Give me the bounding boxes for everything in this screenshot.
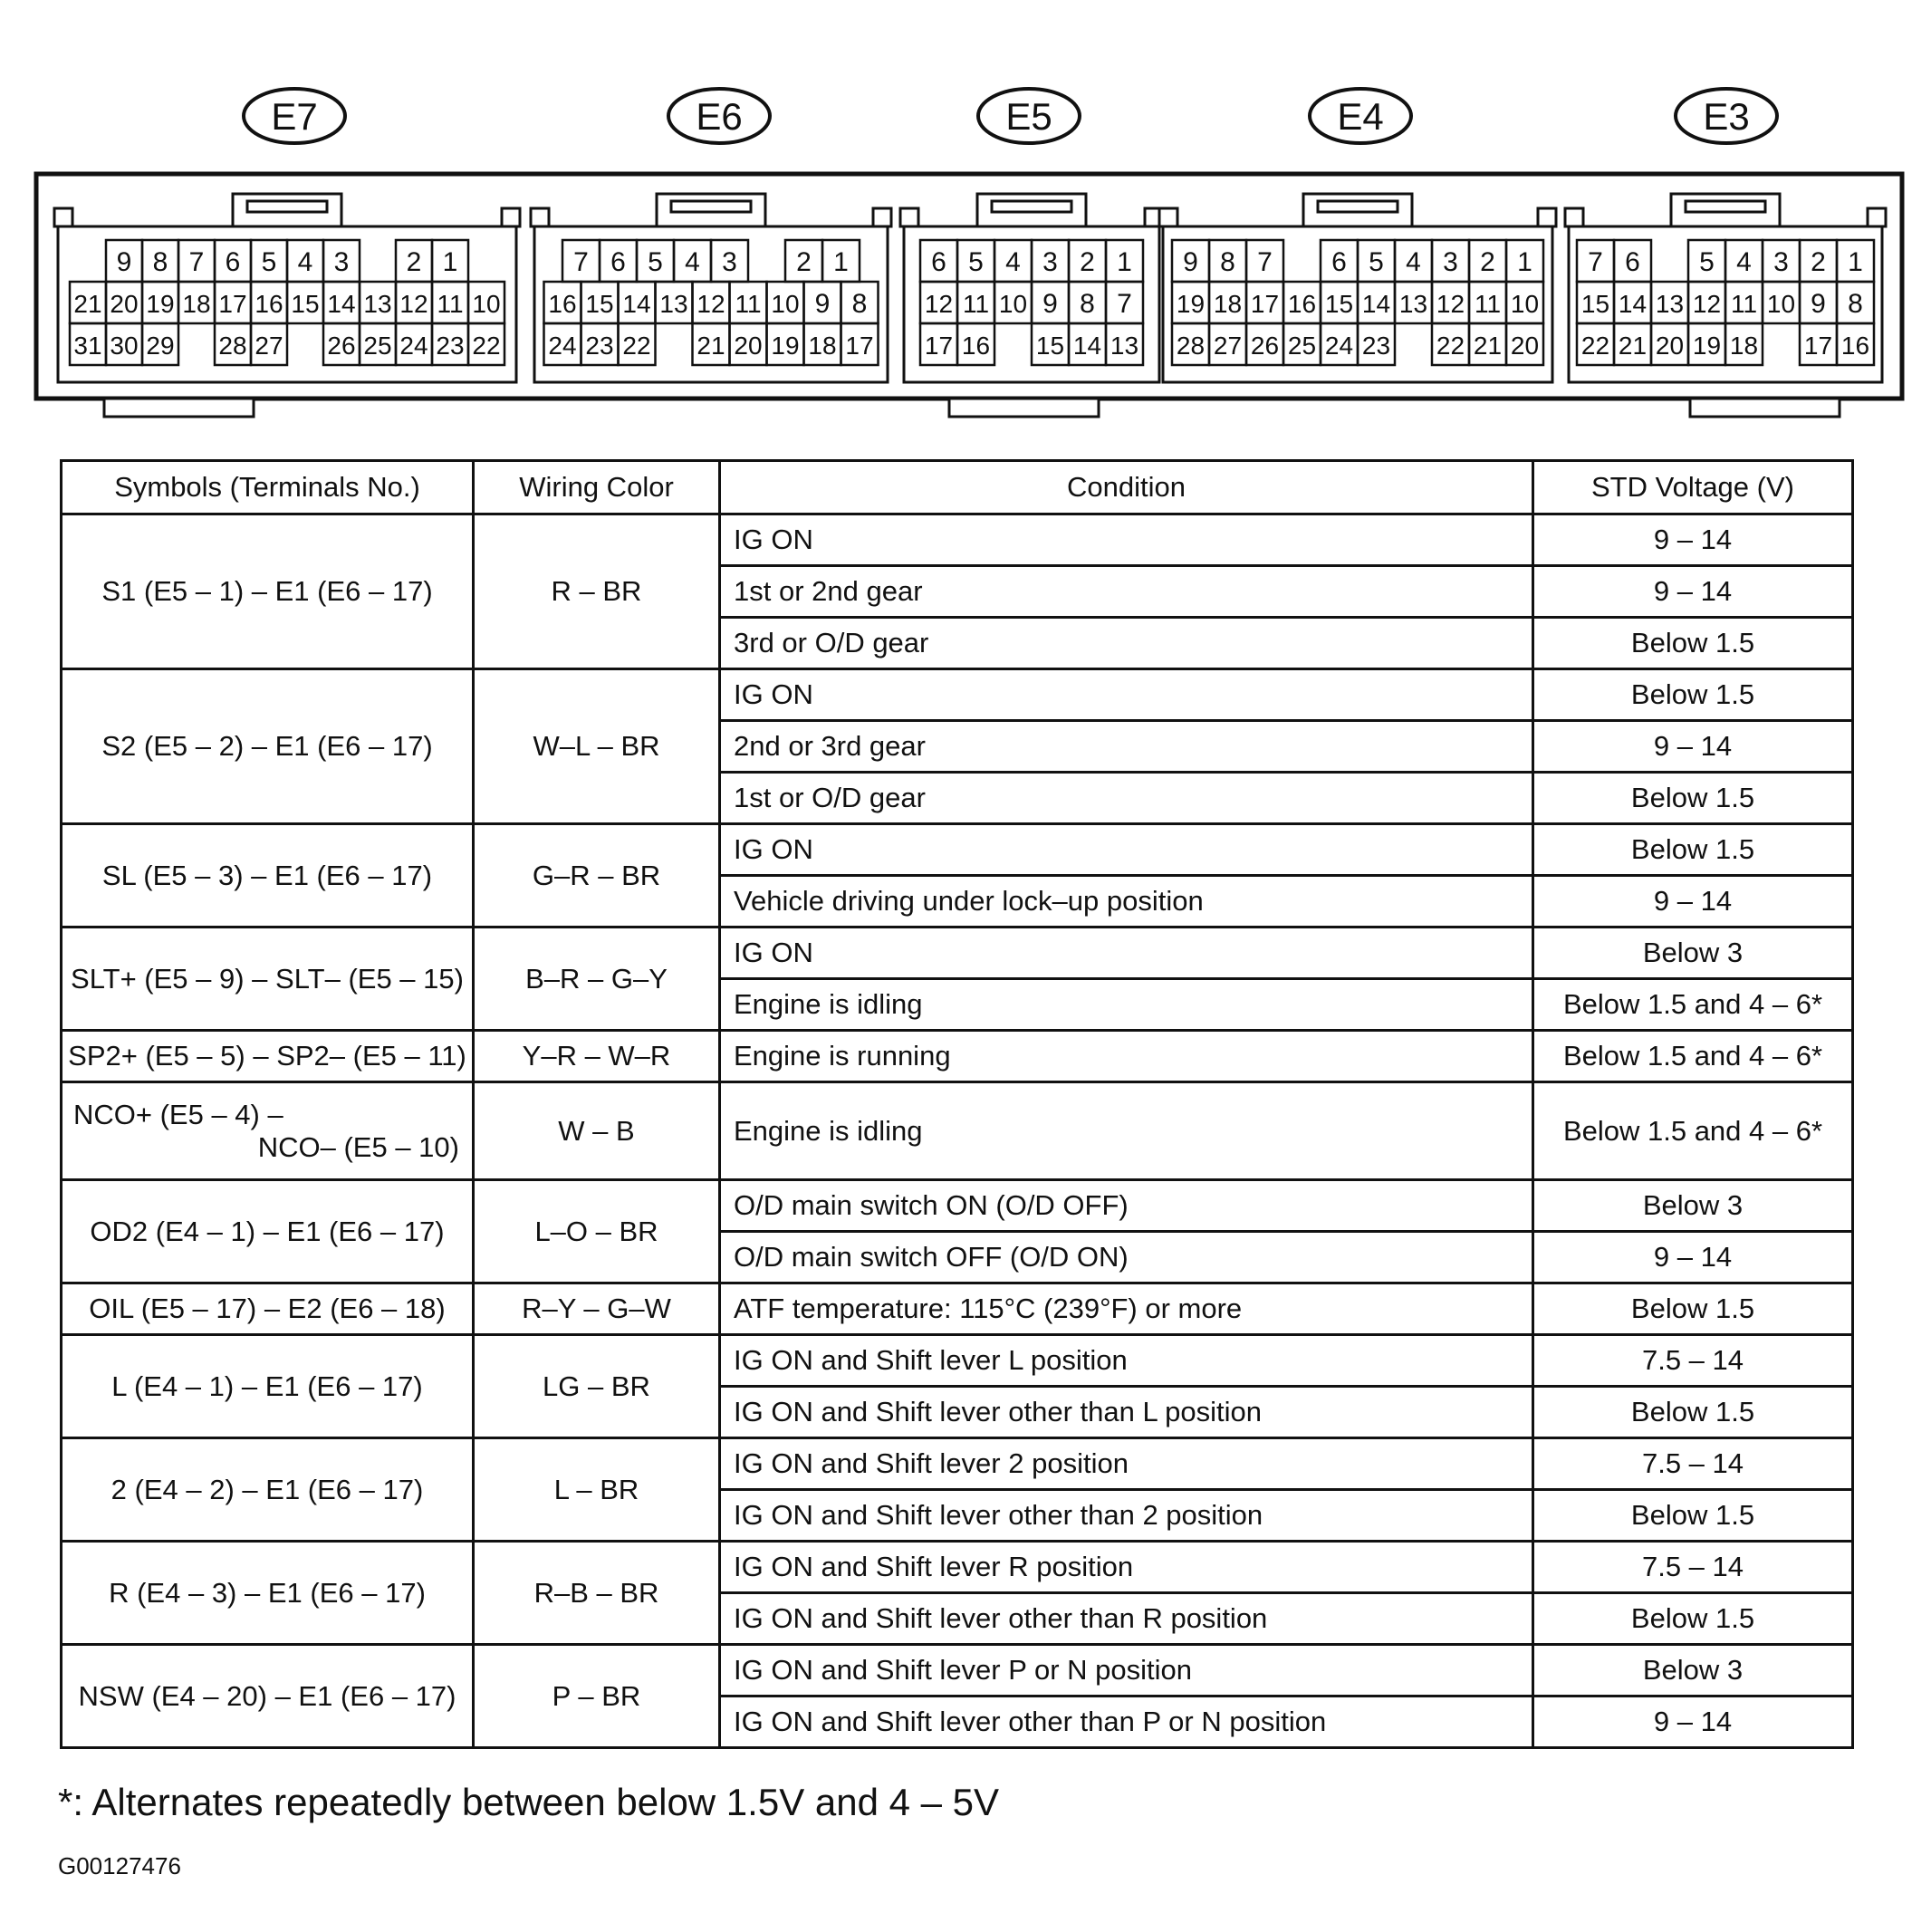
terminal-number: 12 — [399, 290, 428, 318]
terminal-number: 13 — [1655, 290, 1685, 318]
figure-id: G00127476 — [58, 1852, 181, 1879]
condition-cell: 2nd or 3rd gear — [720, 721, 1533, 773]
voltage-cell: Below 3 — [1533, 1180, 1853, 1232]
voltage-cell: Below 1.5 — [1533, 1283, 1853, 1335]
symbol-two-line — [62, 1099, 472, 1163]
terminal-number: 20 — [1510, 332, 1540, 360]
terminal-number: 27 — [255, 332, 283, 360]
terminal-number: 24 — [399, 332, 428, 360]
terminal-number: 1 — [1117, 247, 1132, 277]
connector-label: E5 — [1005, 95, 1052, 138]
connector-peg — [900, 208, 918, 226]
table-row — [62, 1335, 1853, 1387]
connector-peg — [1565, 208, 1583, 226]
terminal-number: 17 — [1250, 290, 1280, 318]
symbol-cell: OD2 (E4 – 1) – E1 (E6 – 17) — [62, 1180, 474, 1283]
wiring-color-cell: B–R – G–Y — [474, 928, 720, 1031]
terminal-number: 22 — [622, 332, 651, 360]
voltage-cell: Below 1.5 — [1533, 773, 1853, 824]
condition-cell: IG ON — [720, 514, 1533, 566]
terminal-number: 5 — [261, 247, 277, 277]
terminal-number: 3 — [1443, 247, 1458, 277]
terminal-number: 9 — [1042, 289, 1058, 319]
terminal-number: 4 — [1736, 247, 1752, 277]
terminal-number: 1 — [1848, 247, 1863, 277]
terminal-number: 6 — [931, 247, 946, 277]
voltage-cell: Below 3 — [1533, 928, 1853, 979]
terminal-number: 21 — [1618, 332, 1648, 360]
terminal-number: 21 — [1473, 332, 1503, 360]
terminal-number: 11 — [437, 290, 464, 318]
condition-cell: IG ON and Shift lever other than 2 position — [720, 1490, 1533, 1542]
terminal-number: 6 — [1625, 247, 1640, 277]
terminal-number: 31 — [73, 332, 102, 360]
terminal-number: 20 — [1655, 332, 1685, 360]
wiring-color-cell: R–B – BR — [474, 1542, 720, 1645]
terminal-number: 10 — [472, 290, 501, 318]
voltage-cell: 9 – 14 — [1533, 1232, 1853, 1283]
terminal-number: 25 — [363, 332, 392, 360]
symbol-cell: S2 (E5 – 2) – E1 (E6 – 17) — [62, 669, 474, 824]
terminal-number: 13 — [1110, 332, 1139, 360]
connector-label: E7 — [271, 95, 318, 138]
header-wiring-color: Wiring Color — [474, 461, 720, 514]
terminal-voltage-table — [60, 459, 1854, 1749]
terminal-number: 2 — [1080, 247, 1095, 277]
terminal-number: 5 — [968, 247, 984, 277]
voltage-cell: Below 1.5 and 4 – 6* — [1533, 1031, 1853, 1082]
terminal-number: 26 — [327, 332, 356, 360]
table-row — [62, 1542, 1853, 1593]
condition-cell: IG ON and Shift lever other than R position — [720, 1593, 1533, 1645]
table-row — [62, 1031, 1853, 1082]
terminal-number: 18 — [182, 290, 211, 318]
voltage-cell: Below 1.5 — [1533, 1490, 1853, 1542]
header-symbols: Symbols (Terminals No.) — [62, 461, 474, 514]
terminal-number: 4 — [1406, 247, 1421, 277]
wiring-color-cell: R – BR — [474, 514, 720, 669]
terminal-number: 3 — [333, 247, 350, 277]
terminal-number: 7 — [1117, 289, 1132, 319]
symbol-cell: NSW (E4 – 20) – E1 (E6 – 17) — [62, 1645, 474, 1748]
connector-label: E3 — [1703, 95, 1750, 138]
table-row — [62, 1438, 1853, 1490]
condition-cell: IG ON and Shift lever 2 position — [720, 1438, 1533, 1490]
wiring-color-cell: W – B — [474, 1082, 720, 1180]
connector-e7 — [54, 89, 520, 417]
table-row — [62, 514, 1853, 566]
terminal-number: 26 — [1250, 332, 1280, 360]
connector-latch — [657, 194, 765, 226]
terminal-number: 13 — [659, 290, 688, 318]
terminal-number: 3 — [1773, 247, 1789, 277]
connector-label: E4 — [1337, 95, 1384, 138]
terminal-number: 7 — [1257, 247, 1273, 277]
terminal-number: 17 — [1803, 332, 1833, 360]
wiring-color-cell: Y–R – W–R — [474, 1031, 720, 1082]
terminal-number: 11 — [735, 290, 762, 318]
terminal-number: 1 — [833, 247, 849, 277]
condition-cell: O/D main switch OFF (O/D ON) — [720, 1232, 1533, 1283]
terminal-number: 6 — [610, 247, 626, 277]
terminal-number: 10 — [771, 290, 800, 318]
terminal-number: 24 — [548, 332, 577, 360]
connector-latch — [1671, 194, 1780, 226]
terminal-number: 19 — [1692, 332, 1722, 360]
symbol-cell: S1 (E5 – 1) – E1 (E6 – 17) — [62, 514, 474, 669]
wiring-color-cell: L–O – BR — [474, 1180, 720, 1283]
terminal-number: 27 — [1213, 332, 1243, 360]
condition-cell: IG ON and Shift lever R position — [720, 1542, 1533, 1593]
symbol-cell: SL (E5 – 3) – E1 (E6 – 17) — [62, 824, 474, 928]
connector-peg — [1868, 208, 1886, 226]
terminal-number: 1 — [442, 247, 458, 277]
terminal-number: 21 — [697, 332, 725, 360]
symbol-line-2: NCO– (E5 – 10) — [257, 1130, 459, 1163]
voltage-cell: Below 1.5 and 4 – 6* — [1533, 1082, 1853, 1180]
voltage-cell: 9 – 14 — [1533, 721, 1853, 773]
wiring-color-cell: LG – BR — [474, 1335, 720, 1438]
header-std-voltage: STD Voltage (V) — [1533, 461, 1853, 514]
terminal-number: 7 — [573, 247, 589, 277]
terminal-number: 2 — [796, 247, 812, 277]
connector-peg — [531, 208, 549, 226]
terminal-number: 16 — [255, 290, 283, 318]
housing-tab — [949, 399, 1099, 417]
terminal-number: 19 — [771, 332, 800, 360]
voltage-cell: Below 1.5 — [1533, 669, 1853, 721]
table-header-row — [62, 461, 1853, 514]
voltage-cell: Below 1.5 — [1533, 824, 1853, 876]
wiring-color-cell: R–Y – G–W — [474, 1283, 720, 1335]
table-row — [62, 824, 1853, 876]
terminal-number: 30 — [110, 332, 139, 360]
connector-e3 — [1565, 89, 1886, 417]
terminal-number: 9 — [1183, 247, 1198, 277]
voltage-cell: 7.5 – 14 — [1533, 1542, 1853, 1593]
terminal-number: 7 — [188, 247, 205, 277]
terminal-number: 18 — [1213, 290, 1243, 318]
connector-e5 — [900, 89, 1163, 417]
voltage-cell: 9 – 14 — [1533, 876, 1853, 928]
symbol-cell — [62, 1082, 474, 1180]
terminal-number: 20 — [734, 332, 763, 360]
terminal-number: 22 — [1436, 332, 1465, 360]
table-row — [62, 1283, 1853, 1335]
terminal-number: 22 — [472, 332, 501, 360]
terminal-number: 4 — [1005, 247, 1021, 277]
terminal-number: 14 — [1361, 290, 1391, 318]
condition-cell: Engine is idling — [720, 1082, 1533, 1180]
terminal-number: 4 — [685, 247, 700, 277]
condition-cell: Vehicle driving under lock–up position — [720, 876, 1533, 928]
terminal-number: 5 — [1699, 247, 1715, 277]
condition-cell: IG ON and Shift lever L position — [720, 1335, 1533, 1387]
terminal-number: 8 — [1220, 247, 1235, 277]
condition-cell: IG ON — [720, 669, 1533, 721]
condition-cell: 1st or 2nd gear — [720, 566, 1533, 618]
footnote: *: Alternates repeatedly between below 1.5V and 4 – 5V — [58, 1781, 1000, 1823]
terminal-number: 17 — [218, 290, 247, 318]
symbol-cell: R (E4 – 3) – E1 (E6 – 17) — [62, 1542, 474, 1645]
symbol-cell: SLT+ (E5 – 9) – SLT– (E5 – 15) — [62, 928, 474, 1031]
terminal-number: 7 — [1588, 247, 1603, 277]
terminal-number: 12 — [1692, 290, 1722, 318]
terminal-number: 22 — [1580, 332, 1610, 360]
connector-peg — [1159, 208, 1177, 226]
terminal-number: 13 — [363, 290, 392, 318]
terminal-number: 12 — [1436, 290, 1465, 318]
condition-cell: IG ON and Shift lever other than P or N position — [720, 1697, 1533, 1748]
terminal-number: 1 — [1517, 247, 1532, 277]
connector-diagram — [0, 0, 1931, 426]
terminal-number: 8 — [152, 247, 168, 277]
terminal-number: 17 — [845, 332, 874, 360]
terminal-number: 12 — [924, 290, 954, 318]
condition-cell: Engine is running — [720, 1031, 1533, 1082]
terminal-number: 2 — [406, 247, 422, 277]
voltage-cell: Below 1.5 and 4 – 6* — [1533, 979, 1853, 1031]
terminal-number: 3 — [1042, 247, 1058, 277]
condition-cell: IG ON — [720, 824, 1533, 876]
terminal-number: 9 — [1811, 289, 1826, 319]
terminal-number: 20 — [110, 290, 139, 318]
voltage-cell: 9 – 14 — [1533, 514, 1853, 566]
housing-tab — [1690, 399, 1840, 417]
voltage-cell: Below 1.5 — [1533, 1593, 1853, 1645]
voltage-cell: 9 – 14 — [1533, 1697, 1853, 1748]
terminal-number: 14 — [1072, 332, 1102, 360]
condition-cell: IG ON and Shift lever P or N position — [720, 1645, 1533, 1697]
connector-latch — [977, 194, 1086, 226]
symbol-cell: L (E4 – 1) – E1 (E6 – 17) — [62, 1335, 474, 1438]
symbol-cell: OIL (E5 – 17) – E2 (E6 – 18) — [62, 1283, 474, 1335]
terminal-number: 10 — [1766, 290, 1796, 318]
terminal-number: 17 — [924, 332, 954, 360]
symbol-line-1: NCO+ (E5 – 4) – — [73, 1098, 283, 1130]
terminal-number: 16 — [1287, 290, 1317, 318]
terminal-number: 9 — [116, 247, 132, 277]
terminal-number: 18 — [808, 332, 837, 360]
voltage-cell: Below 1.5 — [1533, 618, 1853, 669]
connector-peg — [1538, 208, 1556, 226]
terminal-number: 28 — [218, 332, 247, 360]
condition-cell: IG ON and Shift lever other than L position — [720, 1387, 1533, 1438]
terminal-number: 23 — [585, 332, 614, 360]
terminal-number: 15 — [1035, 332, 1065, 360]
terminal-number: 5 — [1369, 247, 1384, 277]
connector-peg — [873, 208, 891, 226]
condition-cell: Engine is idling — [720, 979, 1533, 1031]
symbol-cell: 2 (E4 – 2) – E1 (E6 – 17) — [62, 1438, 474, 1542]
terminal-number: 15 — [585, 290, 614, 318]
wiring-color-cell: P – BR — [474, 1645, 720, 1748]
terminal-number: 10 — [1510, 290, 1540, 318]
terminal-number: 14 — [327, 290, 356, 318]
terminal-number: 24 — [1324, 332, 1354, 360]
connector-peg — [54, 208, 72, 226]
symbol-cell: SP2+ (E5 – 5) – SP2– (E5 – 11) — [62, 1031, 474, 1082]
terminal-number: 10 — [998, 290, 1028, 318]
terminal-number: 3 — [722, 247, 737, 277]
terminal-number: 11 — [1730, 290, 1758, 318]
terminal-number: 6 — [225, 247, 241, 277]
voltage-cell: Below 1.5 — [1533, 1387, 1853, 1438]
terminal-number: 19 — [146, 290, 175, 318]
terminal-number: 14 — [1618, 290, 1648, 318]
wiring-color-cell: W–L – BR — [474, 669, 720, 824]
table-row — [62, 1645, 1853, 1697]
table-row — [62, 1180, 1853, 1232]
condition-cell: O/D main switch ON (O/D OFF) — [720, 1180, 1533, 1232]
condition-cell: 3rd or O/D gear — [720, 618, 1533, 669]
terminal-number: 28 — [1176, 332, 1206, 360]
table-row — [62, 1082, 1853, 1180]
terminal-number: 8 — [1080, 289, 1095, 319]
terminal-number: 9 — [814, 289, 831, 319]
voltage-cell: Below 3 — [1533, 1645, 1853, 1697]
condition-cell: ATF temperature: 115°C (239°F) or more — [720, 1283, 1533, 1335]
terminal-number: 11 — [1474, 290, 1502, 318]
condition-cell: 1st or O/D gear — [720, 773, 1533, 824]
terminal-number: 13 — [1398, 290, 1428, 318]
header-condition: Condition — [720, 461, 1533, 514]
terminal-number: 18 — [1729, 332, 1759, 360]
terminal-number: 16 — [548, 290, 577, 318]
connector-e4 — [1159, 89, 1556, 382]
terminal-number: 23 — [436, 332, 465, 360]
table-row — [62, 669, 1853, 721]
terminal-number: 2 — [1480, 247, 1495, 277]
housing-tab — [104, 399, 254, 417]
terminal-number: 19 — [1176, 290, 1206, 318]
connector-label: E6 — [696, 95, 743, 138]
voltage-cell: 7.5 – 14 — [1533, 1438, 1853, 1490]
voltage-cell: 9 – 14 — [1533, 566, 1853, 618]
table-row — [62, 928, 1853, 979]
wiring-color-cell: G–R – BR — [474, 824, 720, 928]
terminal-number: 5 — [648, 247, 663, 277]
terminal-number: 4 — [297, 247, 313, 277]
terminal-number: 15 — [1324, 290, 1354, 318]
voltage-cell: 7.5 – 14 — [1533, 1335, 1853, 1387]
terminal-number: 25 — [1287, 332, 1317, 360]
terminal-number: 2 — [1811, 247, 1826, 277]
terminal-number: 8 — [851, 289, 868, 319]
connector-latch — [1303, 194, 1412, 226]
terminal-number: 15 — [291, 290, 320, 318]
terminal-number: 21 — [73, 290, 102, 318]
terminal-number: 23 — [1361, 332, 1391, 360]
condition-cell: IG ON — [720, 928, 1533, 979]
connector-peg — [502, 208, 520, 226]
terminal-number: 12 — [697, 290, 725, 318]
terminal-number: 8 — [1848, 289, 1863, 319]
terminal-number: 15 — [1580, 290, 1610, 318]
terminal-number: 11 — [962, 290, 990, 318]
terminal-number: 29 — [146, 332, 175, 360]
connector-latch — [233, 194, 341, 226]
terminal-number: 16 — [1840, 332, 1870, 360]
terminal-number: 16 — [961, 332, 991, 360]
terminal-number: 14 — [622, 290, 651, 318]
connector-e6 — [531, 89, 891, 382]
wiring-color-cell: L – BR — [474, 1438, 720, 1542]
terminal-number: 6 — [1331, 247, 1347, 277]
